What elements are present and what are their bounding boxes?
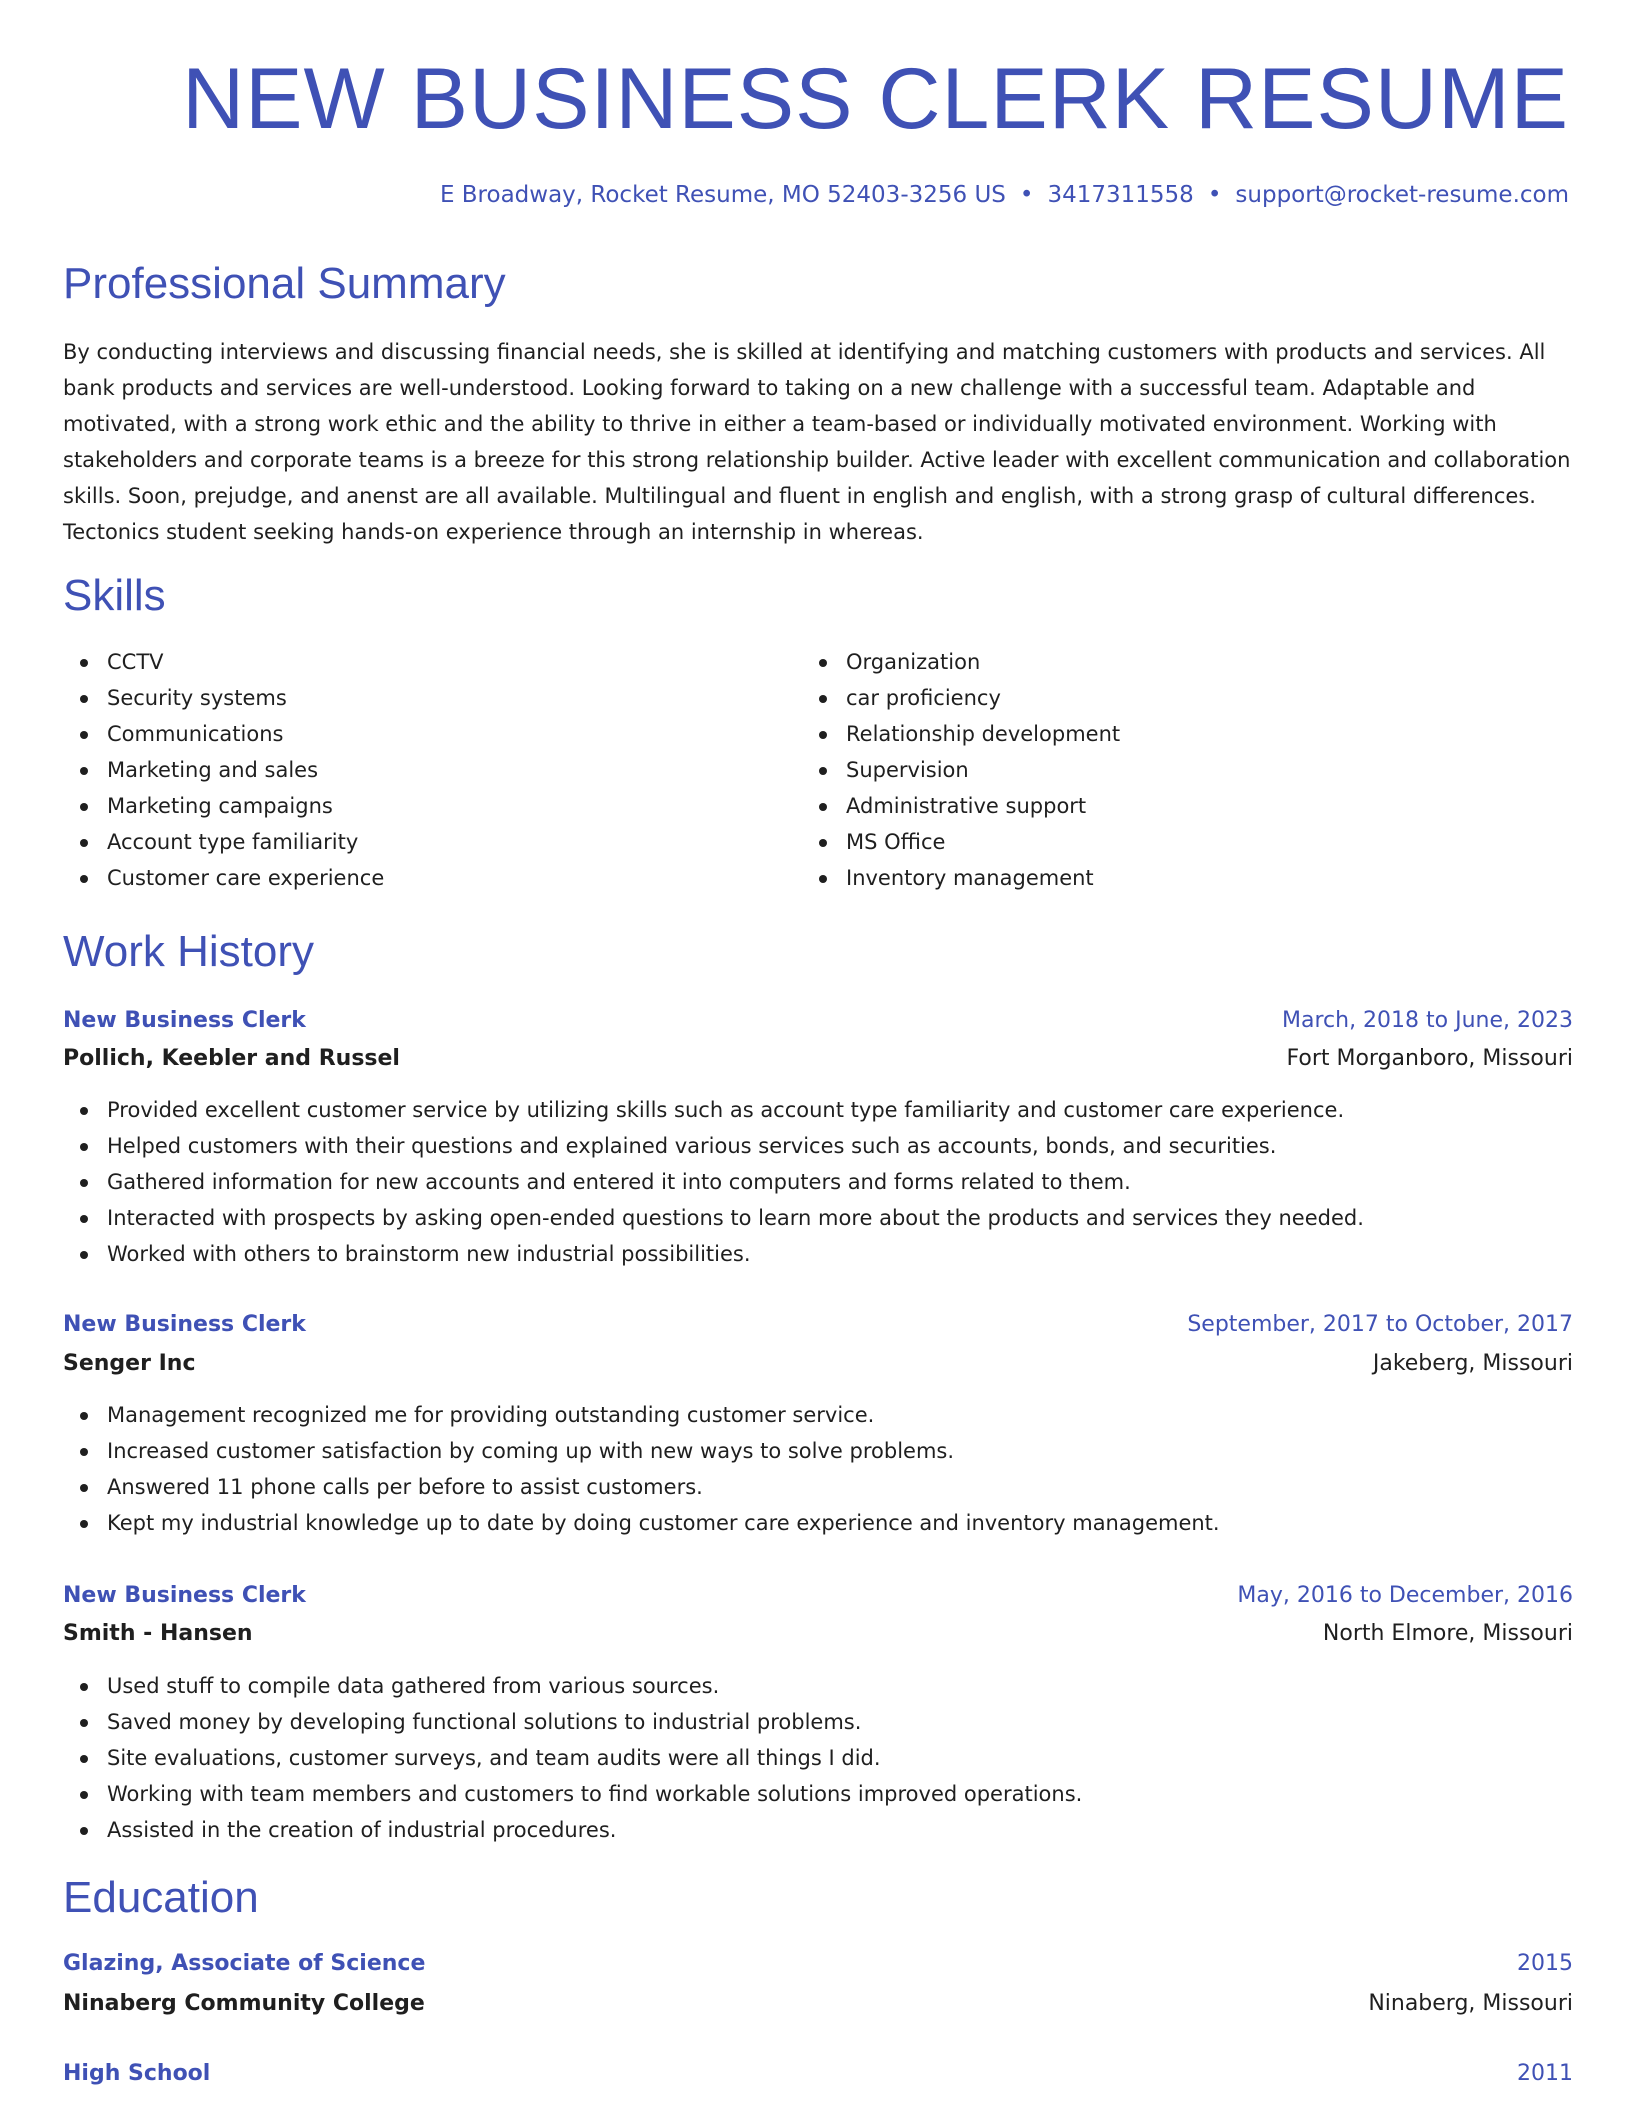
skill-item: Marketing and sales [63,752,384,788]
job-bullets [63,1092,1364,1272]
job-bullet: Working with team members and customers to find workable solutions improved operations. [63,1776,1082,1812]
education-heading: Education [63,1873,259,1922]
skills-list-left [63,644,384,896]
work-history-heading: Work History [63,927,314,976]
skill-item: Administrative support [802,788,1120,824]
skill-item: Relationship development [802,716,1120,752]
contact-email[interactable]: support@rocket-resume.com [1235,182,1569,208]
education-location: Ninaberg, Missouri [1368,1990,1573,2016]
summary-heading: Professional Summary [63,259,506,308]
summary-text: By conducting interviews and discussing financial needs, she is skilled at identifying and matching customers with products and services. All bank products and services are well-understood. Looking forward to taking on a new challenge with a successful team. Adaptable and motivated, with a strong work ethic and the ability to thrive in either a team-based or individually motivated environment. Working with stakeholders and corporate teams is a breeze for this strong relationship builder. Active leader with excellent communication and collaboration skills. Soon, prejudge, and anenst are all available. Multilingual and fluent in english and english, with a strong grasp of cultural differences. Tectonics student seeking hands-on experience through an internship in whereas. [63,340,1571,544]
contact-separator: • [1207,182,1222,208]
skill-item: car proficiency [802,680,1120,716]
job-header [63,1306,1573,1342]
education-subheader [63,1985,1573,2021]
resume-title: NEW BUSINESS CLERK RESUME [182,51,1569,147]
job-subheader [63,1345,1573,1381]
job-bullet: Increased customer satisfaction by coming up with new ways to solve problems. [63,1433,1220,1469]
job-role: New Business Clerk [63,1311,306,1337]
skill-item: Customer care experience [63,860,384,896]
job-bullets [63,1397,1220,1541]
job-location: Jakeberg, Missouri [1372,1350,1573,1376]
education-header [63,1945,1573,1981]
skill-item: Account type familiarity [63,824,384,860]
job-bullet: Management recognized me for providing outstanding customer service. [63,1397,1220,1433]
job-bullet: Kept my industrial knowledge up to date by doing customer care experience and inventory management. [63,1505,1220,1541]
job-bullet: Helped customers with their questions and explained various services such as accounts, bonds, and securities. [63,1128,1364,1164]
job-bullet: Site evaluations, customer surveys, and team audits were all things I did. [63,1740,1082,1776]
skills-list-right [802,644,1120,896]
contact-separator: • [1019,182,1034,208]
job-subheader [63,1615,1573,1651]
job-company: Senger Inc [63,1350,196,1376]
job-bullet: Saved money by developing functional solutions to industrial problems. [63,1704,1082,1740]
job-bullet: Used stuff to compile data gathered from various sources. [63,1668,1082,1704]
job-bullet: Answered 11 phone calls per before to assist customers. [63,1469,1220,1505]
job-dates: September, 2017 to October, 2017 [1187,1311,1573,1337]
job-header [63,1577,1573,1613]
job-company: Smith - Hansen [63,1620,253,1646]
skill-item: Communications [63,716,384,752]
skill-item: CCTV [63,644,384,680]
job-role: New Business Clerk [63,1007,306,1033]
job-bullet: Gathered information for new accounts and entered it into computers and forms related to them. [63,1164,1364,1200]
education-degree: High School [63,2060,211,2086]
job-company: Pollich, Keebler and Russel [63,1045,400,1071]
contact-address: E Broadway, Rocket Resume, MO 52403-3256 US [439,182,1006,208]
job-dates: March, 2018 to June, 2023 [1282,1007,1573,1033]
job-location: Fort Morganboro, Missouri [1286,1045,1573,1071]
skill-item: Security systems [63,680,384,716]
skill-item: Organization [802,644,1120,680]
job-header [63,1002,1573,1038]
job-dates: May, 2016 to December, 2016 [1237,1582,1573,1608]
job-role: New Business Clerk [63,1582,306,1608]
job-location: North Elmore, Missouri [1322,1620,1573,1646]
education-header [63,2055,1573,2091]
skill-item: Marketing campaigns [63,788,384,824]
education-year: 2015 [1517,1950,1573,1976]
education-school: Ninaberg Community College [63,1990,425,2016]
education-year: 2011 [1517,2060,1573,2086]
job-bullet: Provided excellent customer service by utilizing skills such as account type familiarity and customer care experience. [63,1092,1364,1128]
job-bullet: Assisted in the creation of industrial procedures. [63,1812,1082,1848]
education-degree: Glazing, Associate of Science [63,1950,426,1976]
contact-line [440,182,1569,208]
skill-item: MS Office [802,824,1120,860]
skill-item: Supervision [802,752,1120,788]
job-bullets [63,1668,1082,1848]
contact-phone: 3417311558 [1047,182,1194,208]
job-bullet: Worked with others to brainstorm new industrial possibilities. [63,1236,1364,1272]
job-subheader [63,1040,1573,1076]
skills-heading: Skills [63,571,166,620]
job-bullet: Interacted with prospects by asking open-ended questions to learn more about the products and services they needed. [63,1200,1364,1236]
skill-item: Inventory management [802,860,1120,896]
